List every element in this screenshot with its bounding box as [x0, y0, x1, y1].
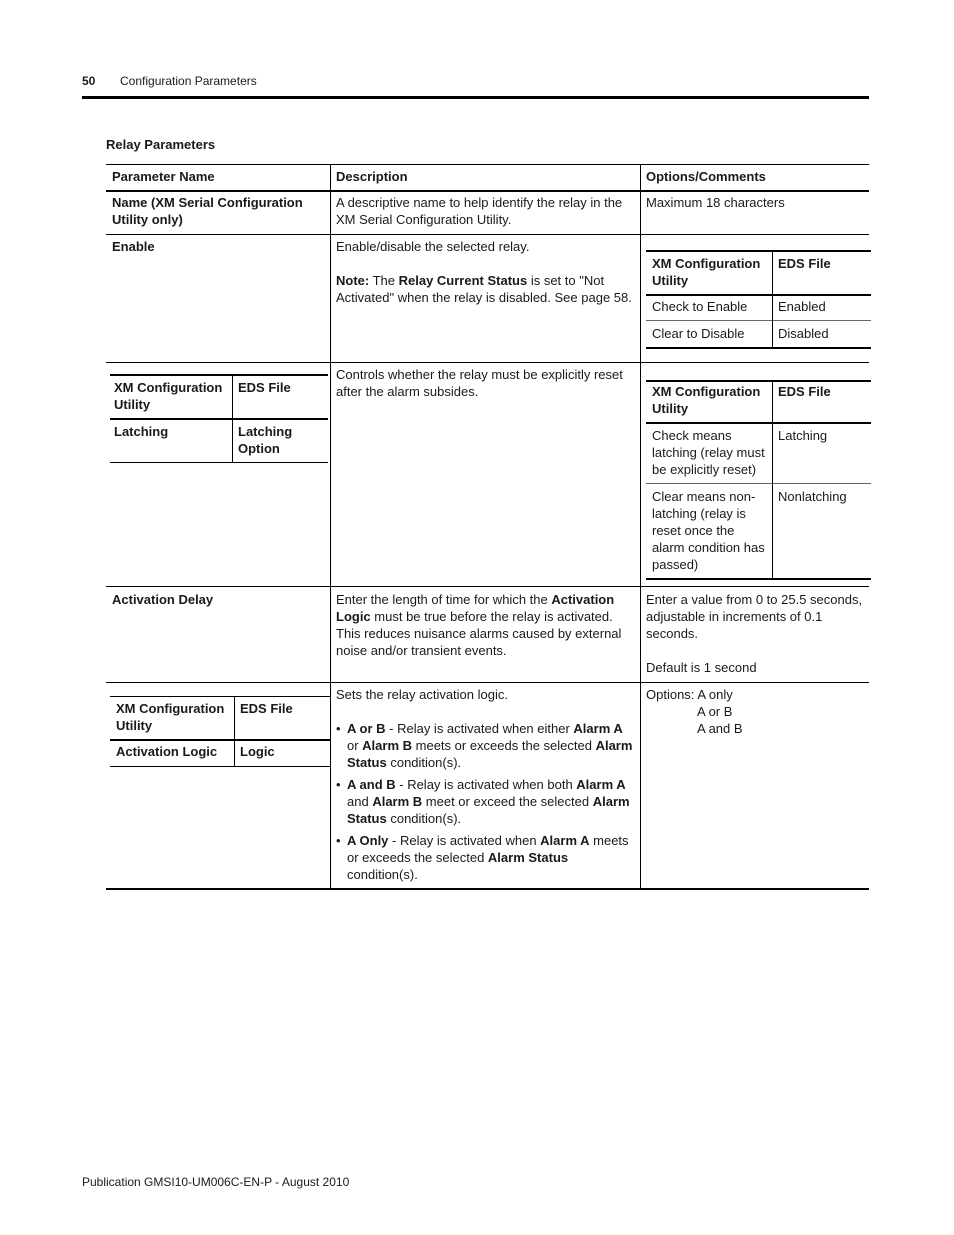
delay-default: Default is 1 second — [646, 660, 757, 675]
activation-logic-options — [646, 686, 864, 737]
list-item — [336, 832, 634, 883]
column-header-options: Options/Comments — [646, 169, 766, 184]
bullet-bold: Alarm B — [372, 794, 423, 809]
activation-delay-options — [646, 591, 864, 676]
activation-logic-description — [336, 686, 634, 888]
enable-note — [336, 272, 632, 306]
bullet-text: - Relay is activated when — [388, 833, 541, 848]
activation-delay-description — [336, 591, 634, 659]
sub-header-xm: XM Configuration Utility — [116, 701, 225, 733]
note-label: Note: — [336, 273, 370, 288]
bullet-text: meets or exceeds the selected — [347, 833, 629, 865]
footer-publication: Publication GMSI10-UM006C-EN-P - August 2010 — [82, 1175, 350, 1189]
enable-description — [336, 238, 632, 306]
list-item — [336, 720, 634, 771]
sub-table-rule — [110, 766, 330, 767]
sub-cell: Latching — [778, 428, 828, 443]
latching-description: Controls whether the relay must be explicitly reset after the alarm subsides. — [336, 367, 623, 399]
desc-text: must be true before the relay is activated. This reduces nuisance alarms caused by external noise and/or transient events. — [336, 609, 622, 658]
note-text: The — [369, 273, 399, 288]
sub-header-xm: XM Configuration Utility — [114, 380, 223, 412]
bullet-bold: Alarm B — [362, 738, 413, 753]
param-name-description: A descriptive name to help identify the relay in the XM Serial Configuration Utility. — [336, 195, 623, 227]
table-bottom-rule — [106, 888, 869, 890]
section-title: Configuration Parameters — [120, 74, 257, 88]
row-divider — [106, 234, 869, 235]
bullet-bold: Alarm A — [576, 777, 626, 792]
sub-table-rule — [110, 462, 328, 463]
logic-bullet-list — [336, 720, 634, 883]
column-divider — [640, 164, 641, 889]
sub-header-eds: EDS File — [238, 380, 291, 395]
row-divider — [106, 362, 869, 363]
logic-intro: Sets the relay activation logic. — [336, 687, 508, 702]
sub-table-rule — [110, 418, 328, 420]
note-text: is set to "Not Activated" when the relay is disabled. See page 58. — [336, 273, 632, 305]
list-item — [336, 776, 634, 827]
bullet-text: condition(s). — [386, 811, 462, 826]
sub-table-rule — [646, 483, 871, 484]
desc-bold: Activation Logic — [336, 592, 615, 624]
options-label: Options: — [646, 687, 698, 702]
note-bold: Relay Current Status — [398, 273, 528, 288]
param-activation-delay: Activation Delay — [112, 592, 214, 607]
sub-table-divider — [772, 251, 773, 348]
sub-table-rule — [646, 250, 871, 252]
sub-table-rule — [646, 422, 871, 424]
bullet-bold: Alarm A — [540, 833, 590, 848]
option-value: A only — [697, 687, 733, 702]
sub-cell: Check means latching (relay must be explicitly reset) — [652, 428, 765, 477]
sub-table-divider — [772, 381, 773, 579]
option-value: A or B — [697, 704, 733, 719]
bullet-text: - Relay is activated when both — [395, 777, 577, 792]
param-logic-eds: Logic — [240, 744, 275, 759]
table-header-rule — [106, 190, 869, 192]
sub-cell: Clear to Disable — [652, 326, 745, 341]
sub-table-rule — [646, 294, 871, 296]
sub-table-divider — [232, 375, 233, 463]
desc-text: Enter the length of time for which the — [336, 592, 552, 607]
bullet-text: meet or exceed the selected — [422, 794, 593, 809]
sub-table-rule — [646, 578, 871, 580]
delay-range: Enter a value from 0 to 25.5 seconds, adjustable in increments of 0.1 seconds. — [646, 592, 863, 641]
bullet-text: condition(s). — [347, 867, 418, 882]
sub-table-divider — [234, 697, 235, 767]
sub-header-xm: XM Configuration Utility — [652, 384, 761, 416]
param-activation-logic: Activation Logic — [116, 744, 218, 759]
bullet-text: and — [347, 794, 373, 809]
param-latching: Latching — [114, 424, 169, 439]
sub-table-rule — [646, 320, 871, 321]
sub-cell: Check to Enable — [652, 299, 748, 314]
enable-description-text: Enable/disable the selected relay. — [336, 239, 530, 254]
sub-table-rule — [646, 380, 871, 382]
param-name-options: Maximum 18 characters — [646, 195, 785, 210]
param-enable: Enable — [112, 239, 155, 254]
sub-table-rule — [646, 347, 871, 349]
sub-cell: Enabled — [778, 299, 826, 314]
option-value: A and B — [697, 721, 743, 736]
column-divider — [330, 164, 331, 889]
sub-header-xm: XM Configuration Utility — [652, 256, 761, 288]
bullet-term: A and B — [347, 777, 396, 792]
bullet-bold: Alarm Status — [347, 794, 630, 826]
sub-table-rule — [110, 696, 330, 697]
sub-header-eds: EDS File — [240, 701, 293, 716]
bullet-term: A or B — [347, 721, 386, 736]
bullet-bold: Alarm Status — [347, 738, 633, 770]
sub-cell: Disabled — [778, 326, 829, 341]
sub-cell: Clear means non-latching (relay is reset once the alarm condition has passed) — [652, 489, 765, 572]
sub-table-rule — [110, 739, 330, 741]
sub-table-rule — [110, 374, 328, 376]
bullet-bold: Alarm A — [573, 721, 623, 736]
page-number: 50 — [82, 74, 96, 88]
bullet-text: - Relay is activated when either — [385, 721, 574, 736]
sub-header-eds: EDS File — [778, 384, 831, 399]
bullet-text: meets or exceeds the selected — [412, 738, 596, 753]
column-header-parameter-name: Parameter Name — [112, 169, 215, 184]
sub-cell: Nonlatching — [778, 489, 847, 504]
bullet-text: or — [347, 738, 363, 753]
param-latching-eds: Latching Option — [238, 424, 293, 456]
row-divider — [106, 586, 869, 587]
bullet-bold: Alarm Status — [487, 850, 569, 865]
options-line — [646, 686, 864, 703]
table-caption: Relay Parameters — [106, 137, 216, 152]
sub-header-eds: EDS File — [778, 256, 831, 271]
bullet-term: A Only — [347, 833, 389, 848]
header-rule — [82, 96, 869, 99]
param-name: Name (XM Serial Configuration Utility only) — [112, 195, 303, 227]
bullet-text: condition(s). — [386, 755, 462, 770]
row-divider — [106, 682, 869, 683]
table-top-rule — [106, 164, 869, 165]
column-header-description: Description — [336, 169, 408, 184]
